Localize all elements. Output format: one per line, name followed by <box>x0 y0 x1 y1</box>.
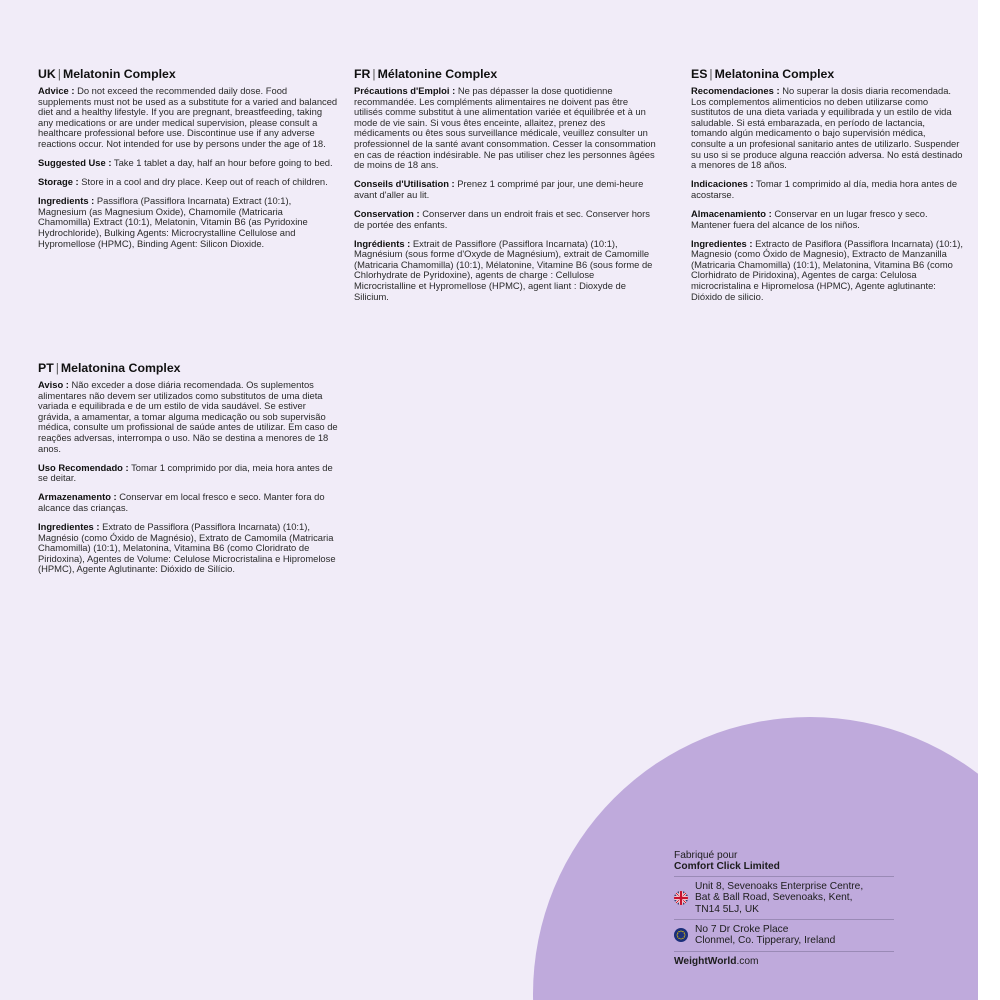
ie-address-line: No 7 Dr Croke Place <box>695 924 789 936</box>
uk-section <box>38 67 338 258</box>
es-recomendaciones-text: No superar la dosis diaria recomendada. Los complementos alimenticios no deben utilizarse como sustitutos de una dieta variada y equilibrada y un estilo de vida saludable. Si está embarazada, en período de lactancia, tomando algún medicamento o bajo supervisión médica, consulte a un profesional sanitario antes de utilizarlo. Suspender su uso si se produce alguna reacción adversa. No está destinado a menores de 18 años. <box>691 85 963 171</box>
fr-conservation <box>354 209 656 230</box>
fr-section <box>354 67 656 311</box>
heading-separator: | <box>55 361 59 375</box>
es-ingredientes <box>691 239 963 303</box>
made-for-label: Fabriqué pour <box>674 850 738 861</box>
uk-ingredients-text: Passiflora (Passiflora Incarnata) Extract (10:1), Magnesium (as Magnesium Oxide), Chamomile (Matricaria Chamomilla) Extract (10:1), Melatonin, Vitamin B6 (as Pyridoxine Hydrochloride), Bulking Agents: Microcrystalline Cellulose and Hypromellose (HPMC), Binding Agent: Silicon Dioxide. <box>38 195 308 249</box>
uk-advice-label: Advice : <box>38 85 75 96</box>
pt-uso-recomendado-label: Uso Recomendado : <box>38 461 129 473</box>
fr-precautions-text: Ne pas dépasser la dose quotidienne recommandée. Les compléments alimentaires ne doivent pas être utilisés comme substitut à une alimentation variée et équilibrée et à un mode de vie sain. Si vous êtes enceinte, allaitez, prenez des médicaments ou êtes sous surveillance médicale, veuillez consulter un professionnel de la santé avant consommation. Cesser la consommation en cas de réaction indésirable. Ne pas utiliser chez les personnes âgées de moins de 18 ans. <box>354 85 656 171</box>
pt-aviso-label: Aviso : <box>38 379 69 390</box>
fr-conseils-text: Prenez 1 comprimé par jour, une demi-heure avant d'aller au lit. <box>354 178 644 200</box>
pt-uso-recomendado <box>38 463 338 484</box>
pt-ingredientes-text: Extrato de Passiflora (Passiflora Incarnata) (10:1), Magnésio (como Óxido de Magnésio), Extrato de Camomila (Matricaria Chamomilla) (10:1), Melatonina, Vitamina B6 (como Cloridrato de Piridoxina), Agentes de Volume: Celulose Microcristalina e Hipromelose (HPMC), Agente Aglutinante: Dióxido de Silício. <box>38 521 336 575</box>
pt-ingredientes <box>38 522 338 575</box>
uk-address-line: Bat & Ball Road, Sevenoaks, Kent, <box>695 892 853 904</box>
fr-precautions-label: Précautions d'Emploi : <box>354 85 456 96</box>
es-almacenamiento-text: Conservar en un lugar fresco y seco. Mantener fuera del alcance de los niños. <box>691 207 928 230</box>
uk-flag-icon <box>674 891 688 905</box>
eu-flag-icon <box>674 928 688 942</box>
uk-product-name: Melatonin Complex <box>62 67 176 81</box>
uk-address-lines <box>695 881 863 915</box>
uk-storage <box>38 177 338 188</box>
company-name: Comfort Click Limited <box>674 861 780 873</box>
pt-armazenamento <box>38 492 338 513</box>
heading-separator: | <box>57 67 61 81</box>
pt-section <box>38 361 338 584</box>
es-heading <box>691 67 963 81</box>
uk-advice-text: Do not exceed the recommended daily dose. Food supplements must not be used as a substitute for a varied and balanced diet and a healthy lifestyle. If you are pregnant, breastfeeding, taking any medications or are under medical supervision, please consult a healthcare professional before use. Discontinue use if any adverse reactions occur. Not intended for use by persons under the age of 18. <box>38 85 338 149</box>
website-tld: .com <box>736 955 759 967</box>
uk-address-line: TN14 5LJ, UK <box>695 903 759 915</box>
es-almacenamiento-label: Almacenamiento : <box>691 207 772 219</box>
fr-ingredients-label: Ingrédients : <box>354 237 411 249</box>
uk-ingredients <box>38 196 338 249</box>
pt-aviso-text: Não exceder a dose diária recomendada. Os suplementos alimentares não devem ser utilizados como substitutos de uma dieta variada e equilibrada e de um estilo de vida saudável. Se estiver grávida, a amamentar, a tomar alguma medicação ou sob supervisão médica, consulte um profissional de saúde antes de utilizar. Em caso de reações adversas, interrompa o uso. Não se destina a menores de 18 anos. <box>38 379 338 454</box>
pt-armazenamento-label: Armazenamento : <box>38 491 117 503</box>
ie-address <box>674 920 894 951</box>
pt-product-name: Melatonina Complex <box>60 361 181 375</box>
ie-address-line: Clonmel, Co. Tipperary, Ireland <box>695 935 836 947</box>
es-indicaciones-text: Tomar 1 comprimido al día, media hora antes de acostarse. <box>691 178 958 200</box>
uk-suggested-use-label: Suggested Use : <box>38 157 112 169</box>
pt-ingredientes-label: Ingredientes : <box>38 521 100 533</box>
ie-address-lines <box>695 924 835 947</box>
uk-address-line: Unit 8, Sevenoaks Enterprise Centre, <box>695 880 864 892</box>
es-lang-code: ES <box>691 67 708 81</box>
fr-heading <box>354 67 656 81</box>
fr-conseils-label: Conseils d'Utilisation : <box>354 178 455 190</box>
website-link[interactable] <box>674 952 894 967</box>
es-indicaciones-label: Indicaciones : <box>691 178 754 190</box>
fr-conservation-text: Conserver dans un endroit frais et sec. Conserver hors de portée des enfants. <box>354 207 650 230</box>
es-recomendaciones-label: Recomendaciones : <box>691 85 780 96</box>
pt-aviso <box>38 380 338 454</box>
pt-heading <box>38 361 338 375</box>
uk-advice <box>38 86 338 150</box>
es-section <box>691 67 963 311</box>
fr-ingredients-text: Extrait de Passiflore (Passiflora Incarnata) (10:1), Magnésium (sous forme d'Oxyde de Magnésium), extrait de Camomille (Matricaria Chamomilla) (10:1), Mélatonine, Vitamine B6 (sous forme de Chlorhydrate de Pyridoxine), agents de charge : Cellulose Microcristalline et Hypromellose (HPMC), agent liant : Dioxyde de Silicium. <box>354 237 653 302</box>
uk-suggested-use-text: Take 1 tablet a day, half an hour before going to bed. <box>113 157 333 169</box>
fr-conservation-label: Conservation : <box>354 207 420 219</box>
manufacturer-info <box>674 850 894 967</box>
pt-uso-recomendado-text: Tomar 1 comprimido por dia, meia hora antes de se deitar. <box>38 461 333 484</box>
es-recomendaciones <box>691 86 963 171</box>
fr-precautions <box>354 86 656 171</box>
fr-conseils <box>354 179 656 200</box>
fr-ingredients <box>354 239 656 303</box>
heading-separator: | <box>372 67 376 81</box>
website-name: WeightWorld <box>674 955 737 967</box>
heading-separator: | <box>709 67 713 81</box>
uk-storage-text: Store in a cool and dry place. Keep out of reach of children. <box>81 176 328 188</box>
uk-lang-code: UK <box>38 67 56 81</box>
pt-armazenamento-text: Conservar em local fresco e seco. Manter fora do alcance das crianças. <box>38 491 325 513</box>
uk-heading <box>38 67 338 81</box>
pt-lang-code: PT <box>38 361 54 375</box>
es-ingredientes-text: Extracto de Pasiflora (Passiflora Incarnata) (10:1), Magnesio (como Óxido de Magnesio), Extracto de Manzanilla (Matricaria Chamomilla) (10:1), Melatonina, Vitamina B6 (como Clorhidrato de Piridoxina), Agentes de carga: Celulosa microcristalina e Hipromelosa (HPMC), Agente aglutinante: Dióxido de silicio. <box>691 237 963 302</box>
uk-ingredients-label: Ingredients : <box>38 195 95 207</box>
fr-product-name: Mélatonine Complex <box>377 67 498 81</box>
uk-suggested-use <box>38 158 338 169</box>
uk-storage-label: Storage : <box>38 176 79 188</box>
es-almacenamiento <box>691 209 963 230</box>
es-ingredientes-label: Ingredientes : <box>691 237 753 249</box>
fr-lang-code: FR <box>354 67 371 81</box>
es-product-name: Melatonina Complex <box>714 67 835 81</box>
es-indicaciones <box>691 179 963 200</box>
uk-address <box>674 877 894 919</box>
